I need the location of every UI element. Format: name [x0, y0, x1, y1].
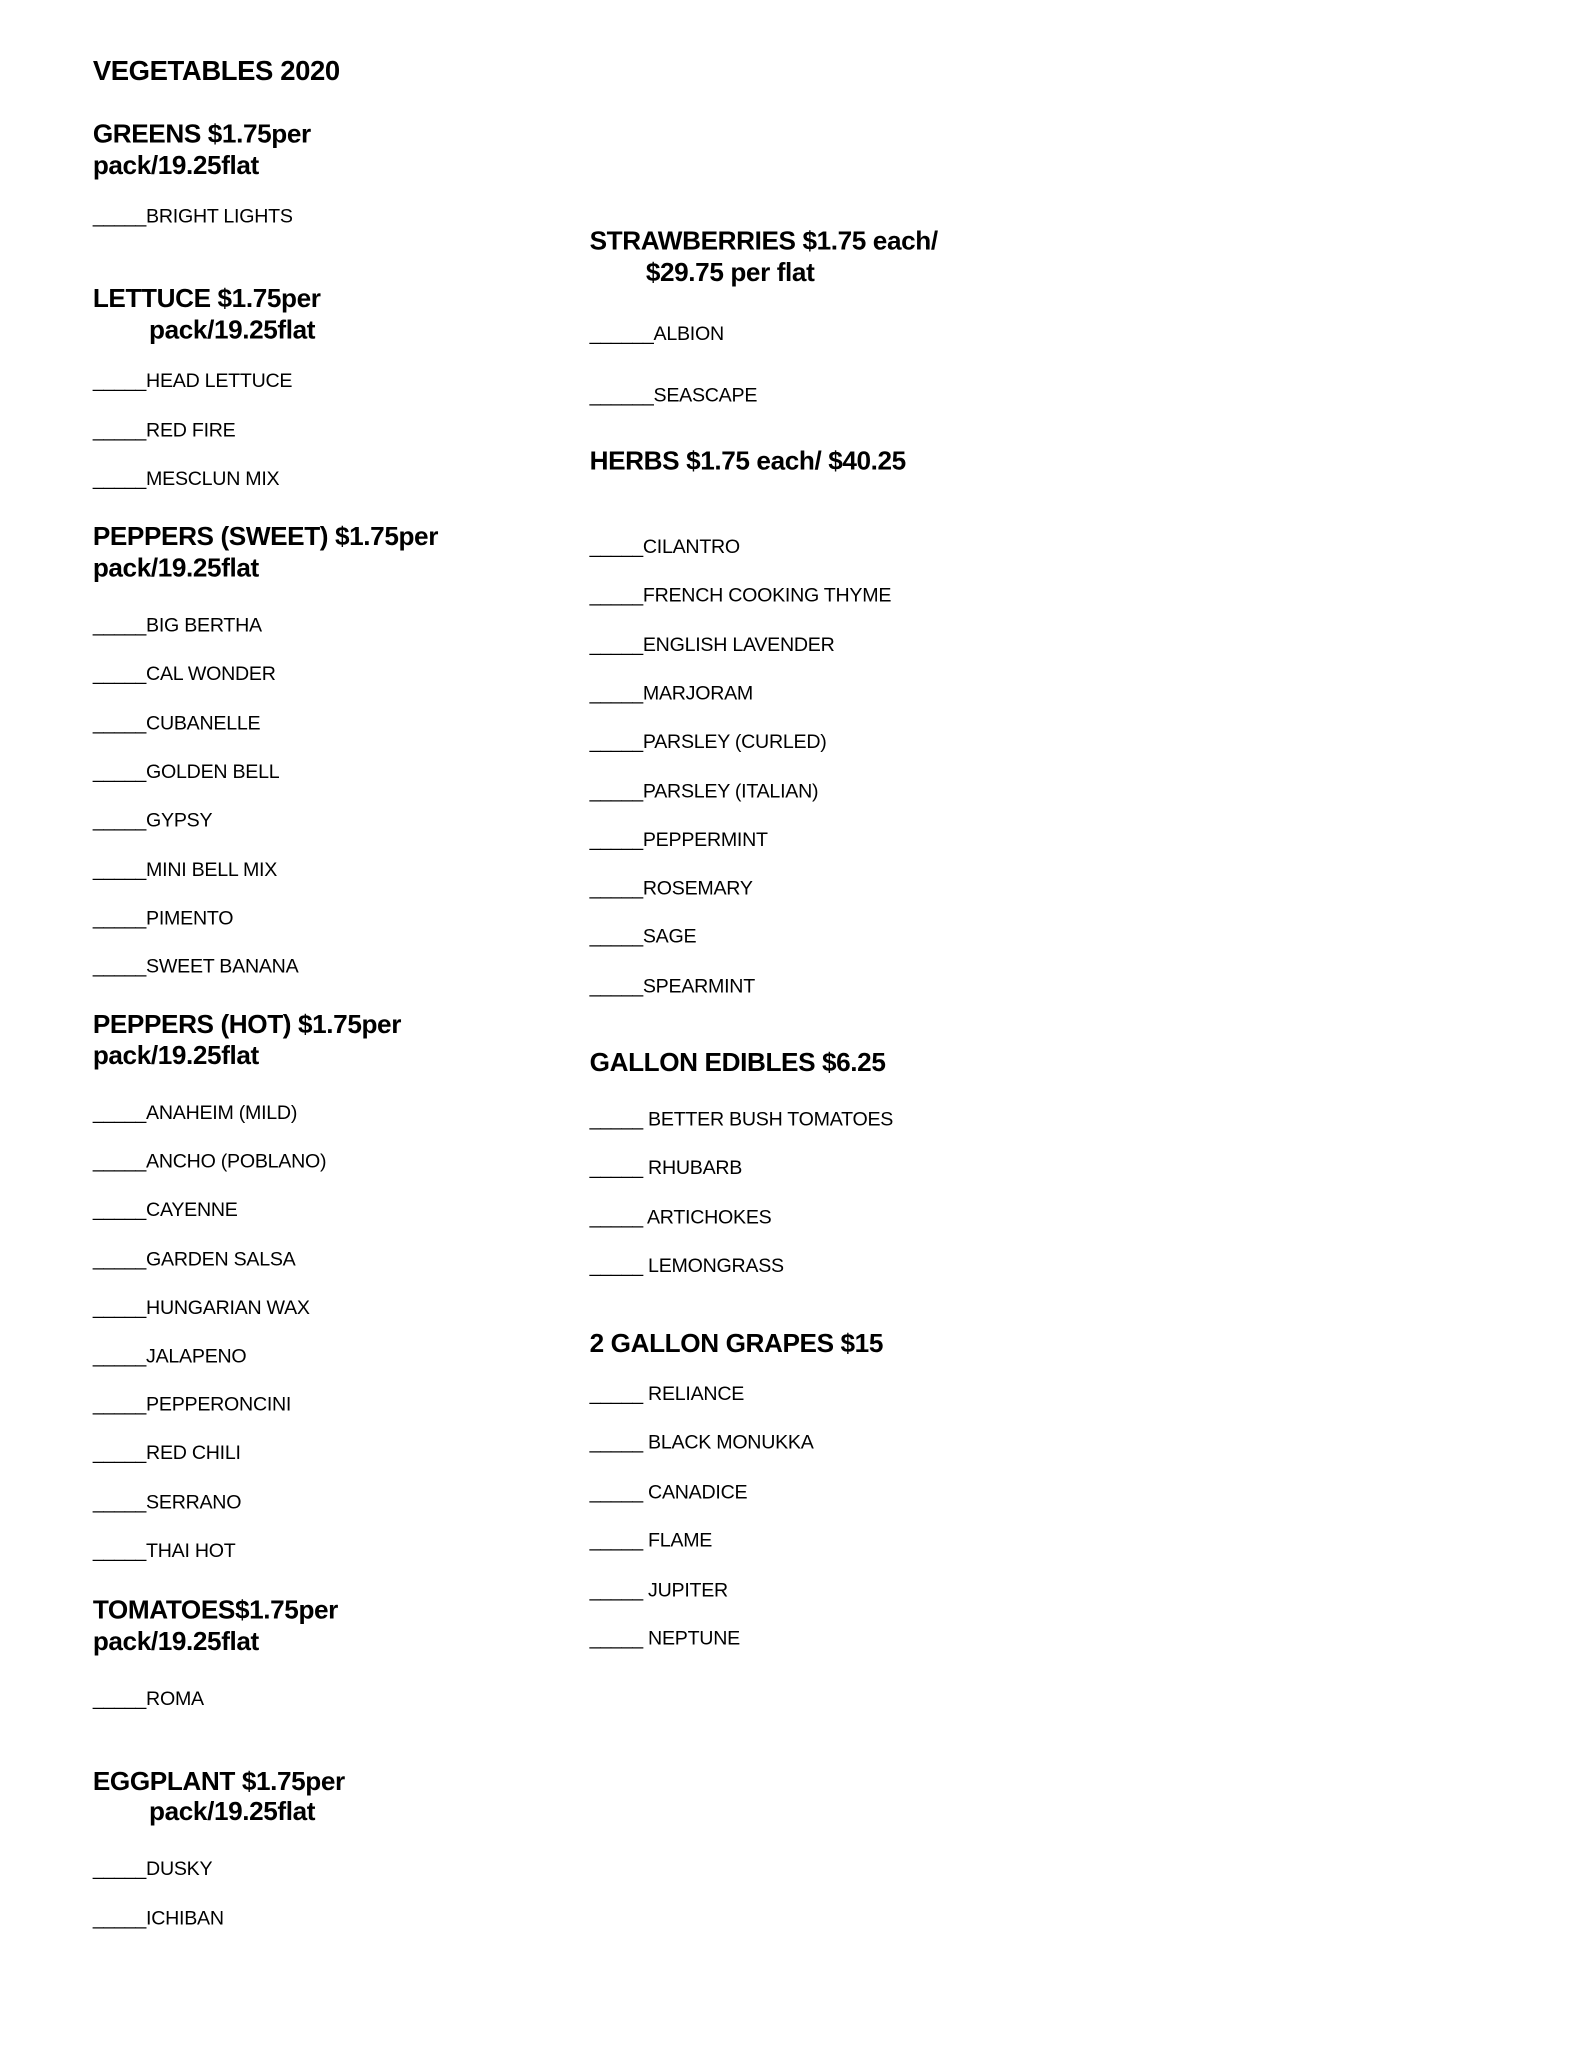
list-item: _____PARSLEY (CURLED)	[589, 731, 827, 754]
list-item: _____PEPPERMINT	[589, 828, 768, 851]
section-heading: LETTUCE $1.75per	[92, 285, 321, 314]
list-item: _____JALAPENO	[92, 1345, 247, 1368]
list-item: _____MARJORAM	[589, 682, 754, 705]
list-item: ______ALBION	[589, 322, 724, 346]
list-item: _____ FLAME	[589, 1529, 713, 1553]
list-item: _____RED FIRE	[92, 419, 236, 442]
list-item: _____PIMENTO	[92, 907, 234, 930]
list-item: _____CAYENNE	[92, 1199, 238, 1222]
list-item: _____GARDEN SALSA	[92, 1248, 296, 1271]
list-item: _____SPEARMINT	[589, 974, 755, 998]
section-heading: PEPPERS (SWEET) $1.75per	[92, 522, 438, 552]
list-item: _____ROMA	[92, 1687, 204, 1711]
list-item: _____ROSEMARY	[589, 877, 753, 900]
section-heading: HERBS $1.75 each/ $40.25	[589, 447, 906, 476]
list-item: _____ RHUBARB	[589, 1157, 743, 1180]
list-item: _____THAI HOT	[92, 1539, 236, 1563]
list-item: _____GOLDEN BELL	[92, 760, 280, 783]
section-heading: TOMATOES$1.75per	[92, 1596, 338, 1626]
list-item: _____ICHIBAN	[92, 1907, 224, 1930]
list-item: _____DUSKY	[92, 1857, 213, 1881]
section-heading: pack/19.25flat	[92, 151, 259, 181]
list-item: _____RED CHILI	[92, 1442, 241, 1465]
list-item: _____ ARTICHOKES	[589, 1206, 772, 1229]
list-item: _____CAL WONDER	[92, 663, 276, 686]
list-item: _____ANCHO (POBLANO)	[92, 1150, 327, 1173]
list-item: _____FRENCH COOKING THYME	[589, 584, 892, 608]
list-item: _____BIG BERTHA	[92, 614, 262, 637]
list-item: _____PEPPERONCINI	[92, 1393, 292, 1417]
list-item: _____ANAHEIM (MILD)	[92, 1102, 298, 1125]
section-heading: pack/19.25flat	[92, 554, 259, 584]
list-item: _____MINI BELL MIX	[92, 858, 278, 881]
list-item: _____ NEPTUNE	[589, 1627, 740, 1650]
list-item: _____CILANTRO	[589, 536, 740, 559]
list-item: _____BRIGHT LIGHTS	[92, 205, 293, 228]
section-heading: 2 GALLON GRAPES $15	[589, 1329, 883, 1359]
section-heading: pack/19.25flat	[149, 316, 316, 346]
list-item: _____SERRANO	[92, 1491, 242, 1514]
list-item: _____PARSLEY (ITALIAN)	[589, 779, 819, 803]
section-heading: EGGPLANT $1.75per	[92, 1767, 345, 1797]
list-item: _____ENGLISH LAVENDER	[589, 633, 835, 656]
section-heading: STRAWBERRIES $1.75 each/	[589, 227, 938, 257]
list-item: _____MESCLUN MIX	[92, 468, 280, 491]
list-item: _____ BETTER BUSH TOMATOES	[589, 1108, 894, 1131]
section-heading: PEPPERS (HOT) $1.75per	[92, 1010, 402, 1040]
list-item: ______SEASCAPE	[589, 384, 758, 407]
list-item: _____ CANADICE	[589, 1481, 748, 1504]
page-title: VEGETABLES 2020	[92, 56, 340, 87]
list-item: _____HEAD LETTUCE	[92, 369, 293, 393]
list-item: _____ RELIANCE	[589, 1383, 745, 1406]
list-item: _____CUBANELLE	[92, 712, 261, 735]
section-heading: $29.75 per flat	[645, 258, 815, 288]
section-heading: pack/19.25flat	[92, 1627, 259, 1657]
list-item: _____ JUPITER	[589, 1578, 728, 1602]
list-item: _____SAGE	[589, 926, 697, 949]
list-item: _____HUNGARIAN WAX	[92, 1296, 310, 1319]
section-heading: GREENS $1.75per	[92, 120, 311, 150]
section-heading: pack/19.25flat	[92, 1041, 259, 1071]
section-heading: GALLON EDIBLES $6.25	[589, 1048, 886, 1078]
list-item: _____GYPSY	[92, 809, 213, 832]
list-item: _____ LEMONGRASS	[589, 1254, 784, 1278]
list-item: _____SWEET BANANA	[92, 955, 299, 979]
section-heading: pack/19.25flat	[149, 1797, 316, 1827]
list-item: _____ BLACK MONUKKA	[589, 1432, 814, 1455]
